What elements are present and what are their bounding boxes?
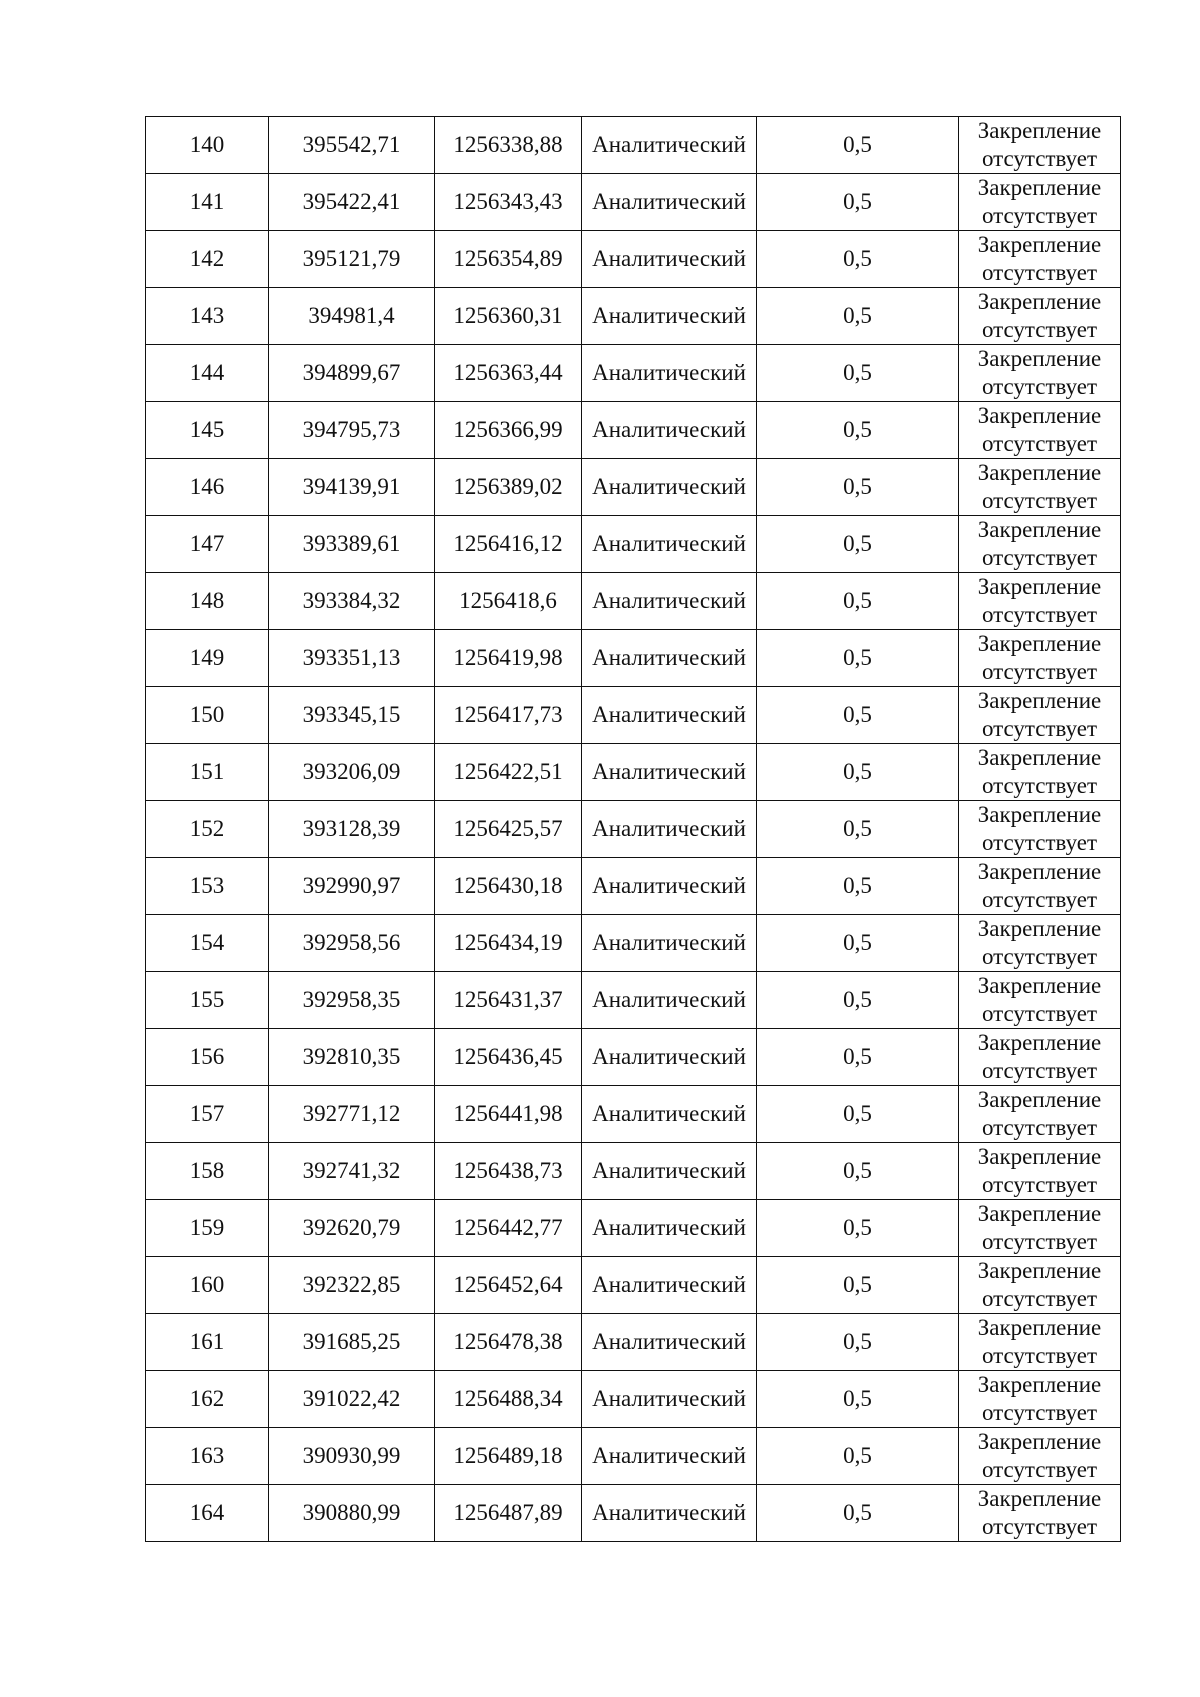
accuracy-cell: 0,5 <box>757 1029 959 1086</box>
point-number-cell: 160 <box>146 1257 269 1314</box>
fixation-text-line: отсутствует <box>981 545 1098 570</box>
accuracy-cell: 0,5 <box>757 972 959 1029</box>
fixation-cell <box>959 174 1121 231</box>
table-row <box>146 231 1121 288</box>
point-number-cell: 150 <box>146 687 269 744</box>
x-coordinate-cell: 393128,39 <box>269 801 435 858</box>
fixation-cell <box>959 573 1121 630</box>
x-coordinate-cell: 394139,91 <box>269 459 435 516</box>
y-coordinate-cell: 1256417,73 <box>435 687 582 744</box>
x-coordinate-cell: 390880,99 <box>269 1485 435 1542</box>
method-cell: Аналитический <box>582 1143 757 1200</box>
fixation-cell <box>959 1143 1121 1200</box>
method-cell: Аналитический <box>582 402 757 459</box>
accuracy-cell: 0,5 <box>757 459 959 516</box>
table-row <box>146 1086 1121 1143</box>
fixation-text-line: отсутствует <box>981 602 1098 627</box>
x-coordinate-cell: 392620,79 <box>269 1200 435 1257</box>
point-number-cell: 141 <box>146 174 269 231</box>
method-cell: Аналитический <box>582 516 757 573</box>
point-number-cell: 143 <box>146 288 269 345</box>
point-number-cell: 140 <box>146 117 269 174</box>
table-row <box>146 516 1121 573</box>
y-coordinate-cell: 1256489,18 <box>435 1428 582 1485</box>
accuracy-cell: 0,5 <box>757 1428 959 1485</box>
point-number-cell: 157 <box>146 1086 269 1143</box>
x-coordinate-cell: 395121,79 <box>269 231 435 288</box>
accuracy-cell: 0,5 <box>757 117 959 174</box>
method-cell: Аналитический <box>582 858 757 915</box>
accuracy-cell: 0,5 <box>757 516 959 573</box>
fixation-text-line: Закрепление <box>977 1486 1102 1511</box>
fixation-text-line: отсутствует <box>981 1400 1098 1425</box>
y-coordinate-cell: 1256434,19 <box>435 915 582 972</box>
fixation-text-line: отсутствует <box>981 1229 1098 1254</box>
accuracy-cell: 0,5 <box>757 1086 959 1143</box>
table-row <box>146 744 1121 801</box>
table-row <box>146 1314 1121 1371</box>
method-cell: Аналитический <box>582 1086 757 1143</box>
accuracy-cell: 0,5 <box>757 915 959 972</box>
x-coordinate-cell: 392990,97 <box>269 858 435 915</box>
fixation-cell <box>959 1086 1121 1143</box>
method-cell: Аналитический <box>582 1371 757 1428</box>
fixation-cell <box>959 1371 1121 1428</box>
x-coordinate-cell: 390930,99 <box>269 1428 435 1485</box>
table-row <box>146 801 1121 858</box>
y-coordinate-cell: 1256431,37 <box>435 972 582 1029</box>
fixation-text-line: Закрепление <box>977 1429 1102 1454</box>
fixation-text-line: отсутствует <box>981 1457 1098 1482</box>
x-coordinate-cell: 393345,15 <box>269 687 435 744</box>
y-coordinate-cell: 1256416,12 <box>435 516 582 573</box>
fixation-text-line: отсутствует <box>981 260 1098 285</box>
accuracy-cell: 0,5 <box>757 345 959 402</box>
y-coordinate-cell: 1256360,31 <box>435 288 582 345</box>
method-cell: Аналитический <box>582 117 757 174</box>
fixation-text-line: отсутствует <box>981 944 1098 969</box>
y-coordinate-cell: 1256478,38 <box>435 1314 582 1371</box>
fixation-text-line: Закрепление <box>977 574 1102 599</box>
point-number-cell: 144 <box>146 345 269 402</box>
x-coordinate-cell: 392810,35 <box>269 1029 435 1086</box>
y-coordinate-cell: 1256436,45 <box>435 1029 582 1086</box>
y-coordinate-cell: 1256418,6 <box>435 573 582 630</box>
point-number-cell: 147 <box>146 516 269 573</box>
fixation-text-line: Закрепление <box>977 802 1102 827</box>
fixation-text-line: Закрепление <box>977 1087 1102 1112</box>
x-coordinate-cell: 392771,12 <box>269 1086 435 1143</box>
fixation-text-line: Закрепление <box>977 1030 1102 1055</box>
fixation-cell <box>959 1314 1121 1371</box>
table-row <box>146 117 1121 174</box>
point-number-cell: 162 <box>146 1371 269 1428</box>
y-coordinate-cell: 1256363,44 <box>435 345 582 402</box>
fixation-text-line: отсутствует <box>981 773 1098 798</box>
y-coordinate-cell: 1256438,73 <box>435 1143 582 1200</box>
method-cell: Аналитический <box>582 687 757 744</box>
table-row <box>146 1200 1121 1257</box>
fixation-cell <box>959 687 1121 744</box>
point-number-cell: 163 <box>146 1428 269 1485</box>
x-coordinate-cell: 392958,35 <box>269 972 435 1029</box>
method-cell: Аналитический <box>582 1485 757 1542</box>
accuracy-cell: 0,5 <box>757 1314 959 1371</box>
fixation-text-line: Закрепление <box>977 1372 1102 1397</box>
point-number-cell: 161 <box>146 1314 269 1371</box>
fixation-text-line: отсутствует <box>981 1172 1098 1197</box>
fixation-cell <box>959 345 1121 402</box>
point-number-cell: 156 <box>146 1029 269 1086</box>
table-row <box>146 1257 1121 1314</box>
accuracy-cell: 0,5 <box>757 630 959 687</box>
method-cell: Аналитический <box>582 1200 757 1257</box>
fixation-cell <box>959 402 1121 459</box>
x-coordinate-cell: 391022,42 <box>269 1371 435 1428</box>
fixation-text-line: отсутствует <box>981 1286 1098 1311</box>
fixation-cell <box>959 1029 1121 1086</box>
fixation-cell <box>959 231 1121 288</box>
x-coordinate-cell: 394795,73 <box>269 402 435 459</box>
table-row <box>146 1428 1121 1485</box>
method-cell: Аналитический <box>582 915 757 972</box>
table-row <box>146 345 1121 402</box>
x-coordinate-cell: 392741,32 <box>269 1143 435 1200</box>
fixation-text-line: отсутствует <box>981 317 1098 342</box>
fixation-text-line: Закрепление <box>977 175 1102 200</box>
accuracy-cell: 0,5 <box>757 687 959 744</box>
point-number-cell: 153 <box>146 858 269 915</box>
fixation-cell <box>959 1485 1121 1542</box>
point-number-cell: 158 <box>146 1143 269 1200</box>
fixation-text-line: Закрепление <box>977 1201 1102 1226</box>
fixation-cell <box>959 630 1121 687</box>
fixation-text-line: Закрепление <box>977 1258 1102 1283</box>
fixation-text-line: отсутствует <box>981 659 1098 684</box>
fixation-text-line: отсутствует <box>981 431 1098 456</box>
x-coordinate-cell: 394981,4 <box>269 288 435 345</box>
fixation-text-line: отсутствует <box>981 374 1098 399</box>
method-cell: Аналитический <box>582 1428 757 1485</box>
method-cell: Аналитический <box>582 573 757 630</box>
table-body <box>146 117 1121 1542</box>
x-coordinate-cell: 392958,56 <box>269 915 435 972</box>
accuracy-cell: 0,5 <box>757 174 959 231</box>
x-coordinate-cell: 394899,67 <box>269 345 435 402</box>
fixation-cell <box>959 972 1121 1029</box>
fixation-cell <box>959 117 1121 174</box>
fixation-text-line: Закрепление <box>977 745 1102 770</box>
point-number-cell: 148 <box>146 573 269 630</box>
fixation-text-line: отсутствует <box>981 716 1098 741</box>
method-cell: Аналитический <box>582 630 757 687</box>
point-number-cell: 142 <box>146 231 269 288</box>
accuracy-cell: 0,5 <box>757 288 959 345</box>
table-row <box>146 1485 1121 1542</box>
x-coordinate-cell: 392322,85 <box>269 1257 435 1314</box>
fixation-text-line: отсутствует <box>981 1514 1098 1539</box>
fixation-text-line: Закрепление <box>977 1315 1102 1340</box>
y-coordinate-cell: 1256425,57 <box>435 801 582 858</box>
fixation-cell <box>959 1428 1121 1485</box>
y-coordinate-cell: 1256488,34 <box>435 1371 582 1428</box>
point-number-cell: 155 <box>146 972 269 1029</box>
point-number-cell: 145 <box>146 402 269 459</box>
table-row <box>146 972 1121 1029</box>
fixation-text-line: Закрепление <box>977 916 1102 941</box>
x-coordinate-cell: 393389,61 <box>269 516 435 573</box>
fixation-cell <box>959 801 1121 858</box>
fixation-text-line: отсутствует <box>981 1343 1098 1368</box>
accuracy-cell: 0,5 <box>757 1257 959 1314</box>
fixation-cell <box>959 744 1121 801</box>
y-coordinate-cell: 1256389,02 <box>435 459 582 516</box>
method-cell: Аналитический <box>582 345 757 402</box>
point-number-cell: 149 <box>146 630 269 687</box>
table-row <box>146 402 1121 459</box>
table-row <box>146 1029 1121 1086</box>
table-row <box>146 915 1121 972</box>
y-coordinate-cell: 1256430,18 <box>435 858 582 915</box>
method-cell: Аналитический <box>582 288 757 345</box>
fixation-cell <box>959 288 1121 345</box>
method-cell: Аналитический <box>582 972 757 1029</box>
y-coordinate-cell: 1256422,51 <box>435 744 582 801</box>
x-coordinate-cell: 393351,13 <box>269 630 435 687</box>
method-cell: Аналитический <box>582 1257 757 1314</box>
table-row <box>146 573 1121 630</box>
table-row <box>146 288 1121 345</box>
x-coordinate-cell: 395422,41 <box>269 174 435 231</box>
y-coordinate-cell: 1256452,64 <box>435 1257 582 1314</box>
fixation-cell <box>959 516 1121 573</box>
fixation-text-line: отсутствует <box>981 1115 1098 1140</box>
fixation-text-line: отсутствует <box>981 830 1098 855</box>
point-number-cell: 164 <box>146 1485 269 1542</box>
table-row <box>146 1371 1121 1428</box>
y-coordinate-cell: 1256442,77 <box>435 1200 582 1257</box>
fixation-cell <box>959 858 1121 915</box>
y-coordinate-cell: 1256419,98 <box>435 630 582 687</box>
table-row <box>146 630 1121 687</box>
fixation-text-line: отсутствует <box>981 146 1098 171</box>
accuracy-cell: 0,5 <box>757 858 959 915</box>
point-number-cell: 151 <box>146 744 269 801</box>
accuracy-cell: 0,5 <box>757 573 959 630</box>
point-number-cell: 154 <box>146 915 269 972</box>
method-cell: Аналитический <box>582 459 757 516</box>
table-row <box>146 858 1121 915</box>
table-row <box>146 1143 1121 1200</box>
fixation-text-line: Закрепление <box>977 859 1102 884</box>
x-coordinate-cell: 393384,32 <box>269 573 435 630</box>
point-number-cell: 159 <box>146 1200 269 1257</box>
fixation-text-line: отсутствует <box>981 887 1098 912</box>
accuracy-cell: 0,5 <box>757 801 959 858</box>
accuracy-cell: 0,5 <box>757 402 959 459</box>
accuracy-cell: 0,5 <box>757 1485 959 1542</box>
x-coordinate-cell: 393206,09 <box>269 744 435 801</box>
fixation-text-line: Закрепление <box>977 403 1102 428</box>
table-row <box>146 459 1121 516</box>
coordinates-table <box>145 116 1121 1542</box>
fixation-text-line: Закрепление <box>977 973 1102 998</box>
fixation-cell <box>959 1257 1121 1314</box>
table-row <box>146 687 1121 744</box>
method-cell: Аналитический <box>582 801 757 858</box>
accuracy-cell: 0,5 <box>757 1371 959 1428</box>
x-coordinate-cell: 391685,25 <box>269 1314 435 1371</box>
y-coordinate-cell: 1256366,99 <box>435 402 582 459</box>
fixation-text-line: Закрепление <box>977 118 1102 143</box>
fixation-text-line: отсутствует <box>981 203 1098 228</box>
fixation-text-line: Закрепление <box>977 517 1102 542</box>
method-cell: Аналитический <box>582 744 757 801</box>
y-coordinate-cell: 1256338,88 <box>435 117 582 174</box>
fixation-text-line: Закрепление <box>977 1144 1102 1169</box>
fixation-text-line: Закрепление <box>977 346 1102 371</box>
fixation-text-line: отсутствует <box>981 488 1098 513</box>
fixation-cell <box>959 1200 1121 1257</box>
method-cell: Аналитический <box>582 1029 757 1086</box>
point-number-cell: 146 <box>146 459 269 516</box>
fixation-cell <box>959 915 1121 972</box>
fixation-text-line: отсутствует <box>981 1058 1098 1083</box>
fixation-text-line: отсутствует <box>981 1001 1098 1026</box>
fixation-text-line: Закрепление <box>977 631 1102 656</box>
fixation-text-line: Закрепление <box>977 688 1102 713</box>
y-coordinate-cell: 1256441,98 <box>435 1086 582 1143</box>
y-coordinate-cell: 1256487,89 <box>435 1485 582 1542</box>
fixation-text-line: Закрепление <box>977 460 1102 485</box>
fixation-text-line: Закрепление <box>977 232 1102 257</box>
table-row <box>146 174 1121 231</box>
accuracy-cell: 0,5 <box>757 1200 959 1257</box>
y-coordinate-cell: 1256343,43 <box>435 174 582 231</box>
fixation-text-line: Закрепление <box>977 289 1102 314</box>
method-cell: Аналитический <box>582 1314 757 1371</box>
point-number-cell: 152 <box>146 801 269 858</box>
x-coordinate-cell: 395542,71 <box>269 117 435 174</box>
y-coordinate-cell: 1256354,89 <box>435 231 582 288</box>
method-cell: Аналитический <box>582 174 757 231</box>
method-cell: Аналитический <box>582 231 757 288</box>
accuracy-cell: 0,5 <box>757 231 959 288</box>
fixation-cell <box>959 459 1121 516</box>
accuracy-cell: 0,5 <box>757 744 959 801</box>
accuracy-cell: 0,5 <box>757 1143 959 1200</box>
